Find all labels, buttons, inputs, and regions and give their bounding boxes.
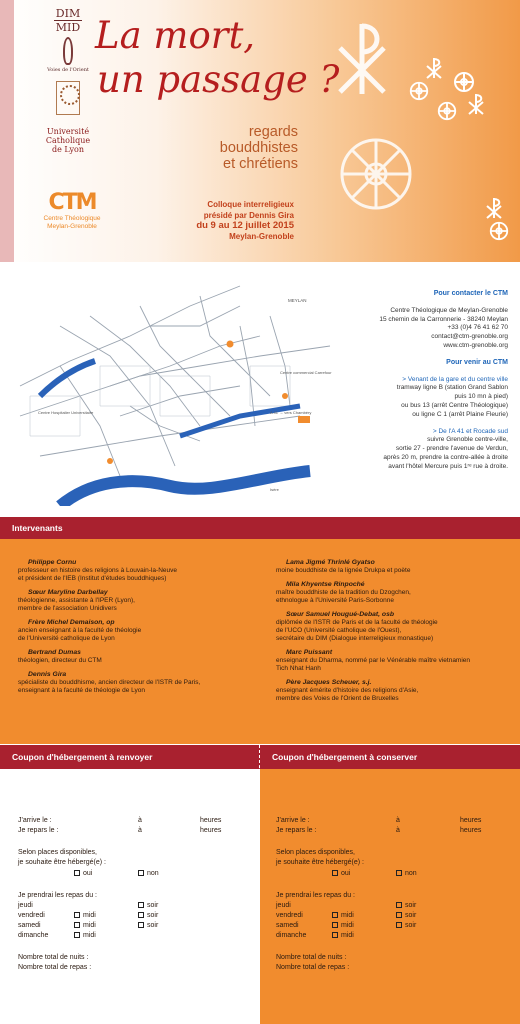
contact-heading: Pour contacter le CTM — [433, 290, 508, 297]
map-label-meylan: MEYLAN — [288, 298, 307, 303]
checkbox-vendredi-midi[interactable]: midi — [332, 912, 354, 919]
checkbox-icon — [138, 870, 144, 876]
small-chi-rho-icon-3 — [484, 196, 504, 220]
page-title: La mort, un passage ? — [95, 14, 340, 101]
pink-strip — [0, 0, 14, 262]
contact-website[interactable]: www.ctm-grenoble.org — [443, 341, 508, 349]
map-and-contact — [0, 262, 520, 517]
coupon-right-heading: Coupon d'hébergement à conserver — [260, 745, 520, 769]
voies-logo-icon — [63, 37, 73, 65]
ctm-logo-mark: CTM — [48, 190, 96, 215]
checkbox-icon — [74, 870, 80, 876]
checkbox-samedi-soir[interactable]: soir — [138, 922, 158, 929]
checkbox-samedi-midi[interactable]: midi — [74, 922, 96, 929]
contact-email[interactable]: contact@ctm-grenoble.org — [431, 333, 508, 341]
speakers-right-column: Lama Jigmé Thrinlé Gyatso moine bouddhiste de la lignée Drukpa et poète Mila Khyentse Rinpoché maître bouddhiste de la tradition du Dzogchen, ethnologue à l'Université Paris-Sorbonne Sœur Samuel Hougué-Debat, osb diplômée de l'ISTR de Paris et de la faculté de théologie de l'UCO (Université catholique de l'Ouest), secrétaire du DIM (Dialogue interreligieux monastique) Marc Puissant enseignant du Dharma, nommé par le Vénérable maître vietnamien Tich Nhat Hanh Père Jacques Scheuer, s.j. enseignant émérite d'histoire des religions d'Asie, membre des Voies de l'Orient de Bruxelles — [276, 559, 471, 702]
voies-logo-text: Voies de l'Orient — [47, 67, 89, 73]
small-wheel-icon-3 — [436, 100, 458, 122]
coupon-left-heading: Coupon d'hébergement à renvoyer — [0, 745, 260, 769]
ctm-marker-icon — [298, 416, 310, 423]
small-chi-rho-icon — [424, 56, 444, 80]
checkbox-dimanche-midi[interactable]: midi — [74, 932, 96, 939]
header-banner — [0, 0, 520, 262]
map-pin-icon-3 — [282, 393, 288, 399]
coupon-right: J'arrive le : à heures Je repars le : à heures Selon places disponibles, je souhaite être hébergé(e) : oui non Je prendrai les repas du : jeudi soir vendredi midi soir samedi midi soir dimanche midi Nombre total de nuits : Nombre total de repas : — [260, 769, 520, 1024]
access-map — [0, 266, 340, 506]
small-chi-rho-icon-2 — [466, 92, 486, 116]
small-wheel-icon — [452, 70, 476, 94]
checkbox-vendredi-soir[interactable]: soir — [396, 912, 416, 919]
map-label-a41: A 41 → vers Chambéry — [270, 410, 312, 415]
checkbox-non[interactable]: non — [396, 870, 417, 877]
istr-logo-icon — [56, 81, 80, 115]
speakers-heading: Intervenants — [0, 517, 520, 539]
small-wheel-icon-2 — [408, 80, 430, 102]
map-label-hospital: Centre Hospitalier Universitaire — [38, 410, 94, 415]
checkbox-samedi-soir[interactable]: soir — [396, 922, 416, 929]
event-date: du 9 au 12 juillet 2015 — [196, 220, 294, 231]
coupon-left: J'arrive le : à heures Je repars le : à heures Selon places disponibles, je souhaite être hébergé(e) : oui non Je prendrai les repas du : jeudi soir vendredi midi soir samedi midi soir dimanche midi Nombre total de nuits : Nombre total de repas : — [0, 769, 260, 1024]
speakers-section — [0, 539, 520, 744]
checkbox-jeudi-soir[interactable]: soir — [138, 902, 158, 909]
dim-logo: DIM MID — [55, 7, 81, 34]
map-label-isere: Isère — [270, 487, 279, 492]
checkbox-vendredi-soir[interactable]: soir — [138, 912, 158, 919]
ctm-logo: CTM Centre Théologique Meylan-Grenoble — [32, 190, 112, 231]
contact-info: Pour contacter le CTM Centre Théologique de Meylan-Grenoble 15 chemin de la Carronnerie - 38240 Meylan +33 (0)4 76 41 62 70 contact@ctm-grenoble.org www.ctm-grenoble.org Pour venir au CTM > Venant de la gare et du centre ville tramway ligne B (station Grand Sablon puis 10 mn à pied) ou bus 13 (arrêt Centre Théologique) ou ligne C 1 (arrêt Plaine Fleurie) > De l'A 41 et Rocade sud suivre Grenoble centre-ville, sortie 27 - prendre l'avenue de Verdun, après 20 m, prendre la contre-allée à droite avant l'hôtel Mercure puis 1ʳᵉ rue à droite. — [340, 290, 508, 472]
subtitle: regards bouddhistes et chrétiens — [219, 124, 298, 172]
checkbox-jeudi-soir[interactable]: soir — [396, 902, 416, 909]
speakers-left-column: Philippe Cornu professeur en histoire des religions à Louvain-la-Neuve et président de l'IEB (Institut d'études bouddhiques) Sœur Maryline Darbellay théologienne, assistante à l'IPER (Lyon), membre de l'association Unidivers Frère Michel Demaison, op ancien enseignant à la faculté de théologie de l'Université catholique de Lyon Bertrand Dumas théologien, directeur du CTM Dennis Gira spécialiste du bouddhisme, ancien directeur de l'ISTR de Paris, enseignant à la faculté de théologie de Lyon — [18, 559, 201, 694]
checkbox-oui[interactable]: oui — [332, 870, 350, 877]
checkbox-non[interactable]: non — [138, 870, 159, 877]
small-wheel-icon-4 — [488, 220, 510, 242]
map-label-carrefour: Centre commercial Carrefour — [280, 370, 332, 375]
event-info: Colloque interreligieux présidé par Dennis Gira du 9 au 12 juillet 2015 Meylan-Grenoble — [150, 200, 294, 242]
checkbox-samedi-midi[interactable]: midi — [332, 922, 354, 929]
dharma-wheel-icon — [332, 130, 420, 218]
ucl-logo: Université Catholique de Lyon — [45, 127, 91, 154]
checkbox-vendredi-midi[interactable]: midi — [74, 912, 96, 919]
chi-rho-icon — [330, 18, 394, 98]
directions-heading: Pour venir au CTM — [446, 358, 508, 366]
checkbox-dimanche-midi[interactable]: midi — [332, 932, 354, 939]
checkbox-oui[interactable]: oui — [74, 870, 92, 877]
map-pin-icon — [227, 341, 234, 348]
map-pin-icon-2 — [107, 458, 113, 464]
